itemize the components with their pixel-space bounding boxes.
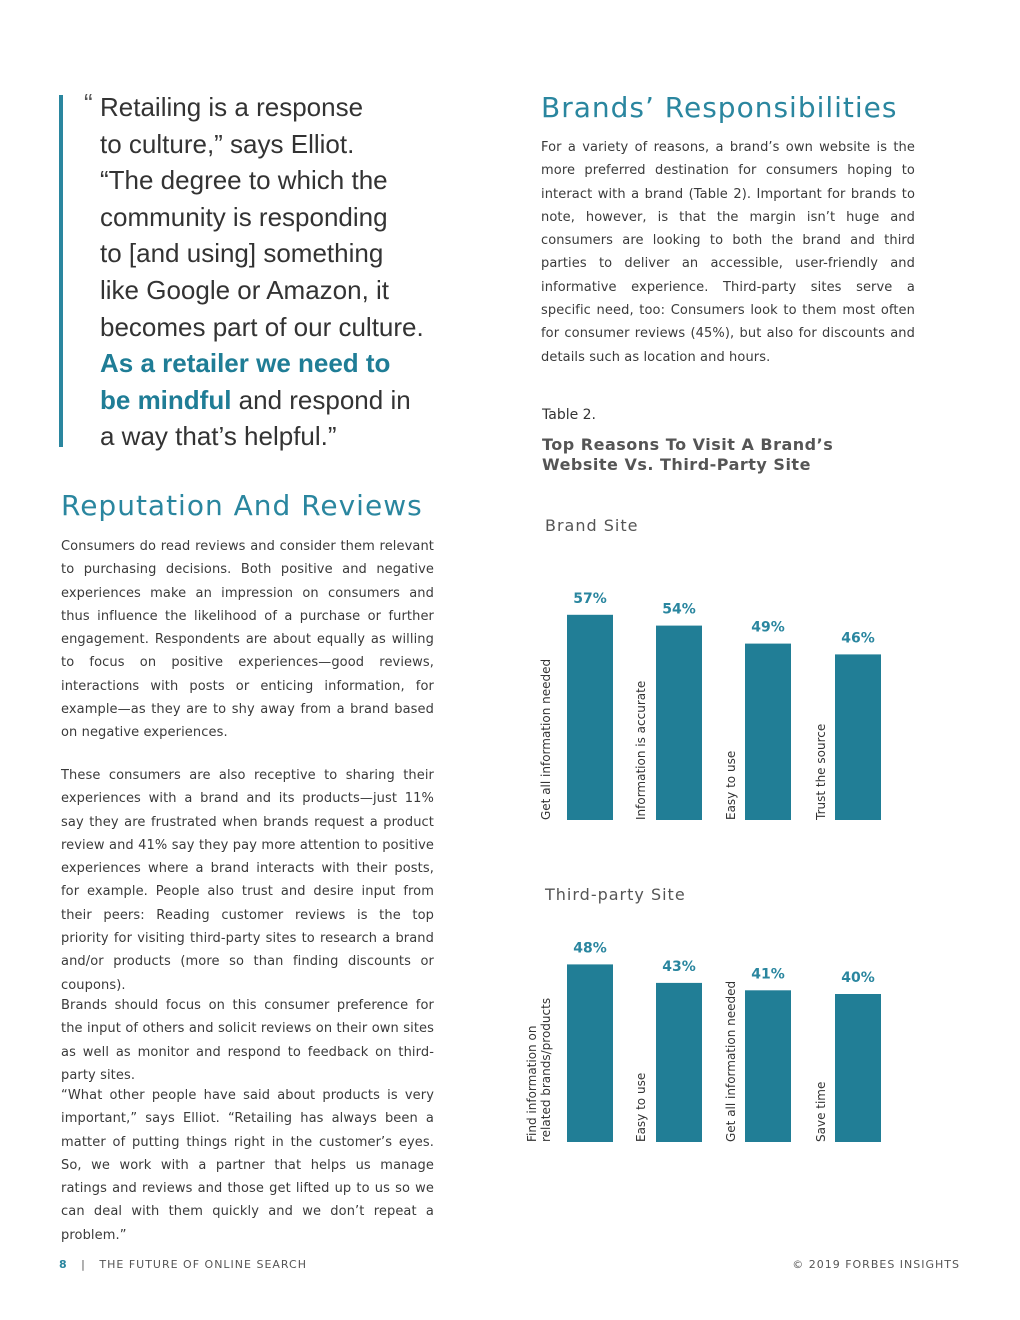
bar-value-label: 48% [573, 940, 607, 957]
brand-site-chart [520, 560, 900, 830]
category-label: Easy to use [634, 1072, 648, 1142]
brands-paragraph: For a variety of reasons, a brand’s own website is the more preferred destination for consumers hoping to interact with a brand (Table 2). Important for brands to note, however, is that the margin isn’t huge and consumers are looking to both the brand and third parties to deliver an accessible, user-friendly and informative experience. Third-party sites serve a specific need, too: Consumers look to them most often for consumer reviews (45%), but also for discounts and details such as location and hours. [541, 140, 915, 365]
bar-value-label: 57% [573, 590, 607, 607]
bar-value-label: 46% [841, 630, 875, 647]
bar-value-label: 49% [751, 619, 785, 636]
table-title: Top Reasons To Visit A Brand’s Website Vs. Third-Party Site [542, 435, 834, 474]
bar [567, 964, 613, 1142]
quote-accent-bar [59, 95, 63, 447]
category-label: Easy to use [724, 750, 738, 820]
category-label: Information is accurate [634, 680, 648, 820]
footer-left [59, 1258, 307, 1271]
quote-highlight: As a retailer we need to [100, 348, 391, 379]
bar-value-label: 54% [662, 601, 696, 618]
category-label: related brands/products [539, 997, 553, 1142]
bar-value-label: 43% [662, 958, 696, 975]
quote-line: community is responding [100, 201, 388, 232]
bar [745, 990, 791, 1142]
quote-line: like Google or Amazon, it [100, 274, 390, 305]
category-label: Get all information needed [539, 658, 553, 820]
chart-title-third-party: Third-party Site [545, 885, 686, 904]
quote-line: “The degree to which the [100, 165, 388, 196]
reputation-paragraph: Brands should focus on this consumer preference for the input of others and solicit reviews on their own sites as well as monitor and respond to feedback on third-party sites. [61, 998, 434, 1083]
category-label: Find information on [525, 1025, 539, 1142]
reputation-heading: Reputation And Reviews [61, 489, 423, 522]
footer-separator: | [81, 1258, 86, 1271]
chart-title-brand: Brand Site [545, 516, 639, 535]
bar [656, 626, 702, 820]
brands-heading: Brands’ Responsibilities [541, 91, 898, 124]
quote-line [100, 382, 460, 419]
bar [656, 983, 702, 1142]
table-label: Table 2. [542, 407, 597, 423]
quote-highlight: be mindful [100, 384, 232, 415]
quote-line: becomes part of our culture. [100, 311, 424, 342]
reputation-paragraph: Consumers do read reviews and consider them relevant to purchasing decisions. Both positive and negative experiences make an impression on consumers and thus influence the likelihood of a purchase or further engagement. Respondents are about equally as willing to focus on positive experiences—good reviews, interactions with posts or enticing information, for example—as they are to shy away from a brand based on negative experiences. [61, 539, 434, 741]
pull-quote [100, 89, 460, 455]
bar-value-label: 40% [841, 970, 875, 986]
reputation-paragraph: These consumers are also receptive to sharing their experiences with a brand and its products—just 11% say they are frustrated when brands request a product review and 41% say they pay more attention to positive experiences where a brand interacts with their posts, for example. People also trust and desire input from their peers: Reading customer reviews is the top priority for visiting third-party sites to research a brand and/or products (more so than finding discounts or coupons). [61, 768, 434, 993]
publication-name: THE FUTURE OF ONLINE SEARCH [99, 1258, 307, 1271]
quote-line: a way that’s helpful.” [100, 421, 337, 452]
quote-line: Retailing is a response [100, 92, 364, 122]
bar [835, 654, 881, 820]
bar [567, 615, 613, 820]
third-party-chart [520, 930, 900, 1150]
page-number: 8 [59, 1258, 68, 1271]
category-label: Trust the source [814, 723, 828, 820]
bar-value-label: 41% [751, 966, 785, 983]
footer-copyright: © 2019 FORBES INSIGHTS [792, 1258, 960, 1271]
bar [745, 644, 791, 820]
quote-line: to culture,” says Elliot. [100, 128, 355, 159]
bar [835, 994, 881, 1142]
category-label: Get all information needed [724, 980, 738, 1142]
quote-open-mark: “ [84, 88, 93, 118]
quote-line: to [and using] something [100, 238, 384, 269]
category-label: Save time [814, 1081, 828, 1142]
quote-text: and respond in [231, 384, 411, 415]
reputation-paragraph: “What other people have said about products is very important,” says Elliot. “Retailing has always been a matter of putting things right in the customer’s eyes. So, we work with a partner that helps us manage ratings and reviews and those get lifted up to us so we can deal with them quickly and we don’t repeat a problem.” [61, 1088, 434, 1243]
